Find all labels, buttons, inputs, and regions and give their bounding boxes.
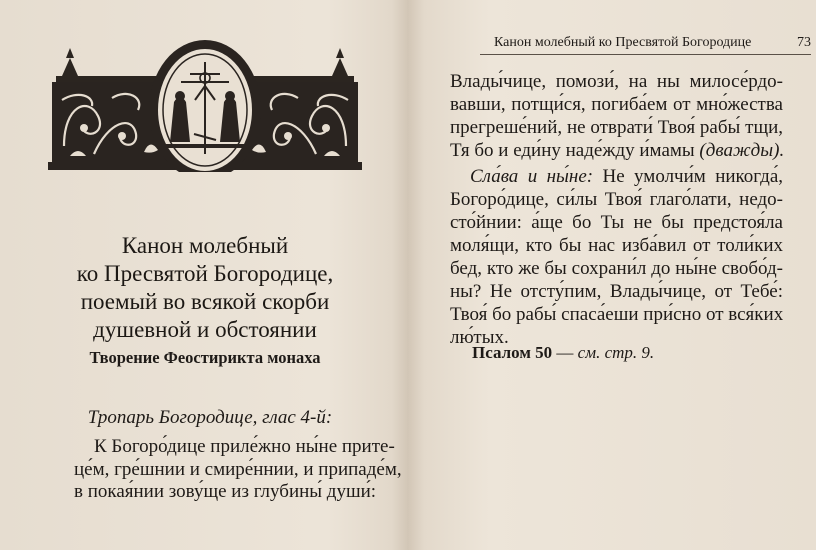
- author-line: Творение Феостирикта монаха: [89, 348, 321, 367]
- running-title: Канон молебный ко Пресвятой Богородице: [494, 35, 752, 50]
- psalm-reference: [472, 343, 654, 363]
- text-line: сто́йнии: а́ще бо Ты не бы предстоя́ла: [450, 212, 783, 233]
- text-line: [450, 139, 783, 162]
- text-line: К Богоро́дице приле́жно ны́не прите-: [94, 436, 395, 457]
- text-line: ны? Не отсту́пим, Влады́чице, от Тебе́:: [450, 281, 783, 302]
- text-line: лю́тых.: [450, 327, 509, 348]
- text-line: [450, 165, 783, 188]
- title-line: Канон молебный: [121, 233, 289, 258]
- title-line: ко Пресвятой Богородице,: [76, 261, 334, 286]
- rubric-glory: Сла́ва и ны́не:: [470, 166, 594, 187]
- canon-title: [40, 232, 370, 344]
- title-line: поемый во всякой скорби: [80, 289, 330, 314]
- psalm-page-ref: см. стр. 9.: [577, 343, 655, 362]
- psalm-dash: —: [552, 343, 578, 362]
- text-line: моля́щи, кто бы нас изба́вил от толи́ких: [450, 235, 783, 256]
- title-line: душевной и обстоянии: [93, 317, 317, 342]
- text-line: Влады́чице, помози́, на ны милосе́рдо-: [450, 71, 783, 92]
- right-page: [410, 0, 816, 550]
- text-line: бед, кто же бы сохрани́л до ны́не свобо́д-: [450, 258, 783, 279]
- tropar-text: [74, 436, 402, 504]
- left-page: [0, 0, 405, 550]
- text-line: вавши, потщи́ся, погиба́ем от мно́жества: [450, 94, 783, 115]
- troparion-paragraph: [450, 70, 783, 162]
- text-line-part: Не умолчи́м никогда́,: [602, 166, 783, 187]
- page-number: 73: [797, 35, 811, 50]
- psalm-label: Псалом 50: [472, 343, 553, 362]
- running-head: [480, 34, 811, 55]
- text-line: це́м, гре́шнии и смире́ннии, и припаде́м,: [74, 458, 402, 480]
- text-line: Твоя́ бо рабы́ спаса́еши при́сно от вся́ких: [450, 304, 784, 325]
- rubric-twice: (дважды).: [699, 140, 785, 161]
- text-line: в покая́нии зову́ще из глубины́ души́:: [74, 481, 377, 502]
- text-line: Богоро́дице, си́лы Твоя́ глаго́лати, недо-: [450, 189, 783, 210]
- headpiece-ornament: [48, 36, 362, 172]
- text-line: прегреше́ний, не отврати́ Твоя́ рабы́ тщи,: [450, 117, 783, 138]
- glory-paragraph: [450, 165, 783, 349]
- text-line-part: Тя бо и еди́ну наде́жду и́мамы: [450, 140, 695, 161]
- tropar-heading: Тропарь Богородице, глас 4-й:: [87, 407, 333, 428]
